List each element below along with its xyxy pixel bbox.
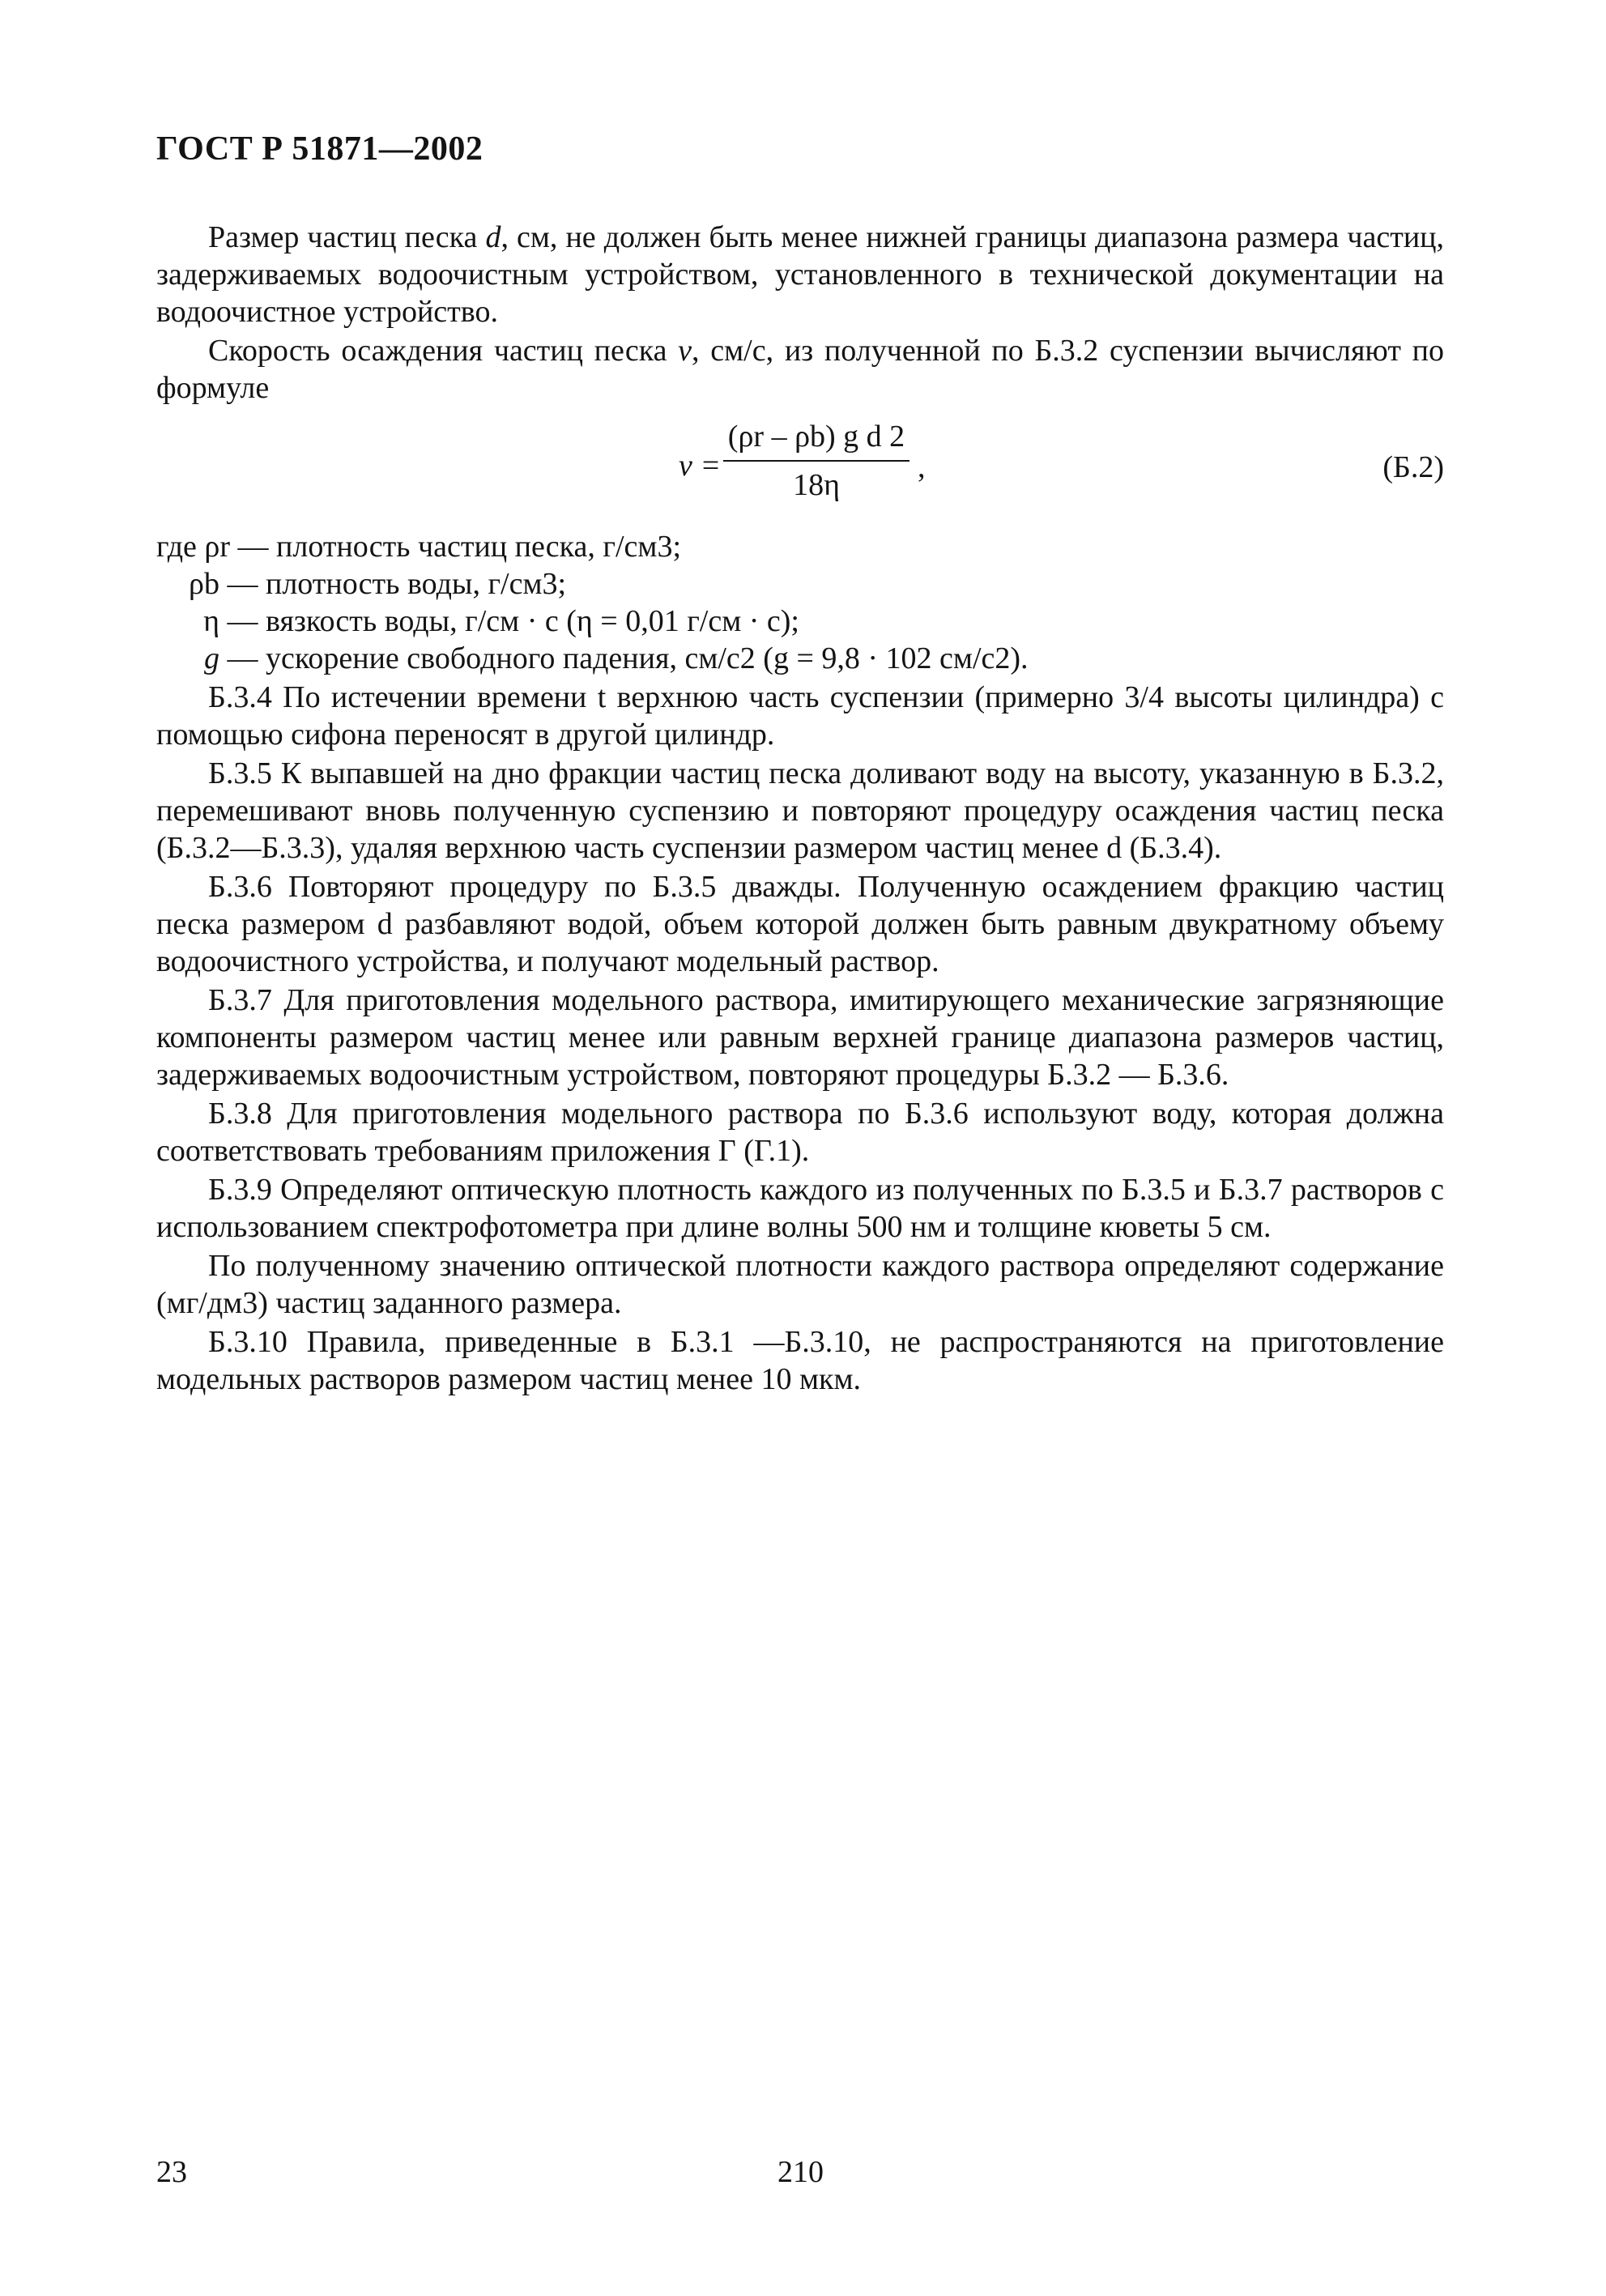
formula-denominator: 18η (793, 468, 840, 502)
legend-row: ρb — плотность воды, г/см3; (189, 567, 567, 601)
paragraph-settling-velocity: Скорость осаждения частиц песка v, см/с, из полученной по Б.3.2 суспензии вычисляют по формуле (156, 334, 1444, 405)
clause-b3-6: Б.3.6 Повторяют процедуру по Б.3.5 дважды. Полученную осаждением фракцию частиц песка размером d разбавляют водой, объем которой должен быть равным двукратному объему водоочистного устройства, и получают модельный раствор. (156, 870, 1444, 978)
formula-legend (156, 528, 1444, 677)
clause-b3-8: Б.3.8 Для приготовления модельного раствора по Б.3.6 используют воду, которая должна соответствовать требованиям приложения Г (Г.1). (156, 1097, 1444, 1168)
clause-b3-10: Б.3.10 Правила, приведенные в Б.3.1 —Б.3.10, не распространяются на приготовление модельных растворов размером частиц менее 10 мкм. (156, 1325, 1444, 1396)
formula-comma: , (918, 450, 926, 484)
legend-row: где ρr — плотность частиц песка, г/см3; (156, 530, 682, 564)
clause-b3-9-continued: По полученному значению оптической плотности каждого раствора определяют содержание (мг/дм3) частиц заданного размера. (156, 1249, 1444, 1320)
page-number-left: 23 (156, 2155, 187, 2189)
clause-b3-5: Б.3.5 К выпавшей на дно фракции частиц песка доливают воду на высоту, указанную в Б.3.2, перемешивают вновь полученную суспензию и повторяют процедуру осаждения частиц песка (Б.3.2—Б.3.3), удаляя верхнюю часть суспензии размером частиц менее d (Б.3.4). (156, 756, 1444, 865)
formula-lhs: v = (679, 449, 722, 483)
document-body (156, 219, 1444, 1399)
legend-row: g — ускорение свободного падения, см/с2 (g = 9,8 · 102 см/с2). (204, 641, 1029, 675)
formula-fraction (723, 418, 909, 504)
formula-numerator: (ρr – ρb) g d 2 (727, 420, 905, 454)
legend-row: η — вязкость воды, г/см · с (η = 0,01 г/см · с); (203, 604, 799, 638)
paragraph-particle-size: Размер частиц песка d, см, не должен быть менее нижней границы диапазона размера частиц, задерживаемых водоочистным устройством, установленного в технической документации на водоочистное устройство. (156, 220, 1445, 329)
clause-b3-9: Б.3.9 Определяют оптическую плотность каждого из полученных по Б.3.5 и Б.3.7 растворов с использованием спектрофотометра при длине волны 500 нм и толщине кюветы 5 см. (156, 1173, 1444, 1244)
document-title: ГОСТ Р 51871—2002 (156, 130, 484, 168)
clause-b3-4: Б.3.4 По истечении времени t верхнюю часть суспензии (примерно 3/4 высоты цилиндра) с помощью сифона переносят в другой цилиндр. (156, 680, 1444, 752)
clause-b3-7: Б.3.7 Для приготовления модельного раствора, имитирующего механические загрязняющие компоненты размером частиц менее или равным верхней границе диапазона размеров частиц, задерживаемых водоочистным устройством, повторяют процедуры Б.3.2 — Б.3.6. (156, 983, 1444, 1092)
page-number-center: 210 (777, 2155, 824, 2189)
formula-label: (Б.2) (1382, 450, 1444, 484)
fraction-bar (723, 460, 909, 462)
formula-b2 (156, 416, 1444, 520)
